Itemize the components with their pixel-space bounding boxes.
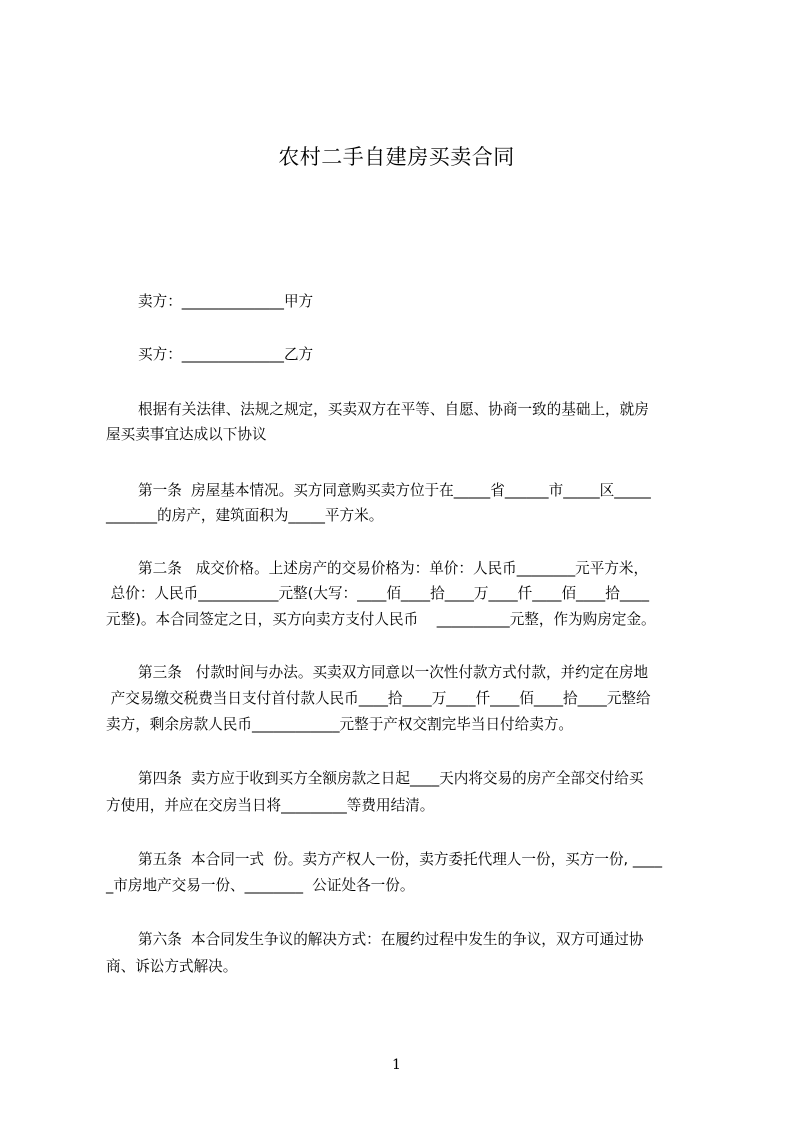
article-line: 总价：人民币___________元整(大写：____佰____拾____万____仟____佰____拾____	[106, 585, 650, 602]
article-line: 第四条 卖方应于收到买方全额房款之日起____天内将交易的房产全部交付给买	[138, 770, 644, 787]
article-line: 第六条 本合同发生争议的解决方式：在履约过程中发生的争议，双方可通过协	[138, 931, 644, 948]
article-line: _______的房产，建筑面积为_____平方米。	[106, 507, 384, 524]
page-number: 1	[392, 1057, 401, 1073]
article-line: 商、诉讼方式解决。	[106, 958, 238, 975]
article-line: 产交易缴交税费当日支付首付款人民币____拾____万____仟____佰____拾____元整给	[106, 690, 651, 707]
article-line: 方使用，并应在交房当日将_________等费用结清。	[106, 797, 435, 814]
article-line: 第三条 付款时间与办法。买卖双方同意以一次性付款方式付款，并约定在房地	[138, 664, 649, 681]
document-title: 农村二手自建房买卖合同	[278, 145, 515, 169]
preamble-line: 屋买卖事宜达成以下协议	[106, 426, 267, 443]
article-line: _市房地产交易一份、________ 公证处各一份。	[106, 877, 415, 894]
article-line: 元整)。本合同签定之日，买方向卖方支付人民币 __________元整，作为购房定金。	[106, 611, 656, 628]
article-line: 第五条 本合同一式 份。卖方产权人一份，卖方委托代理人一份，买方一份, ____	[138, 851, 663, 868]
article-line: 第二条 成交价格。上述房产的交易价格为：单价：人民币________元平方米，	[138, 560, 649, 577]
article-line: 第一条 房屋基本情况。买方同意购买卖方位于在_____省______市_____区_____	[138, 482, 651, 499]
seller-line: 卖方：______________甲方	[138, 293, 314, 310]
buyer-line: 买方：______________乙方	[138, 346, 314, 363]
article-line: 卖方，剩余房款人民币____________元整于产权交割完毕当日付给卖方。	[106, 716, 574, 733]
preamble-line: 根据有关法律、法规之规定，买卖双方在平等、自愿、协商一致的基础上，就房	[138, 401, 649, 418]
